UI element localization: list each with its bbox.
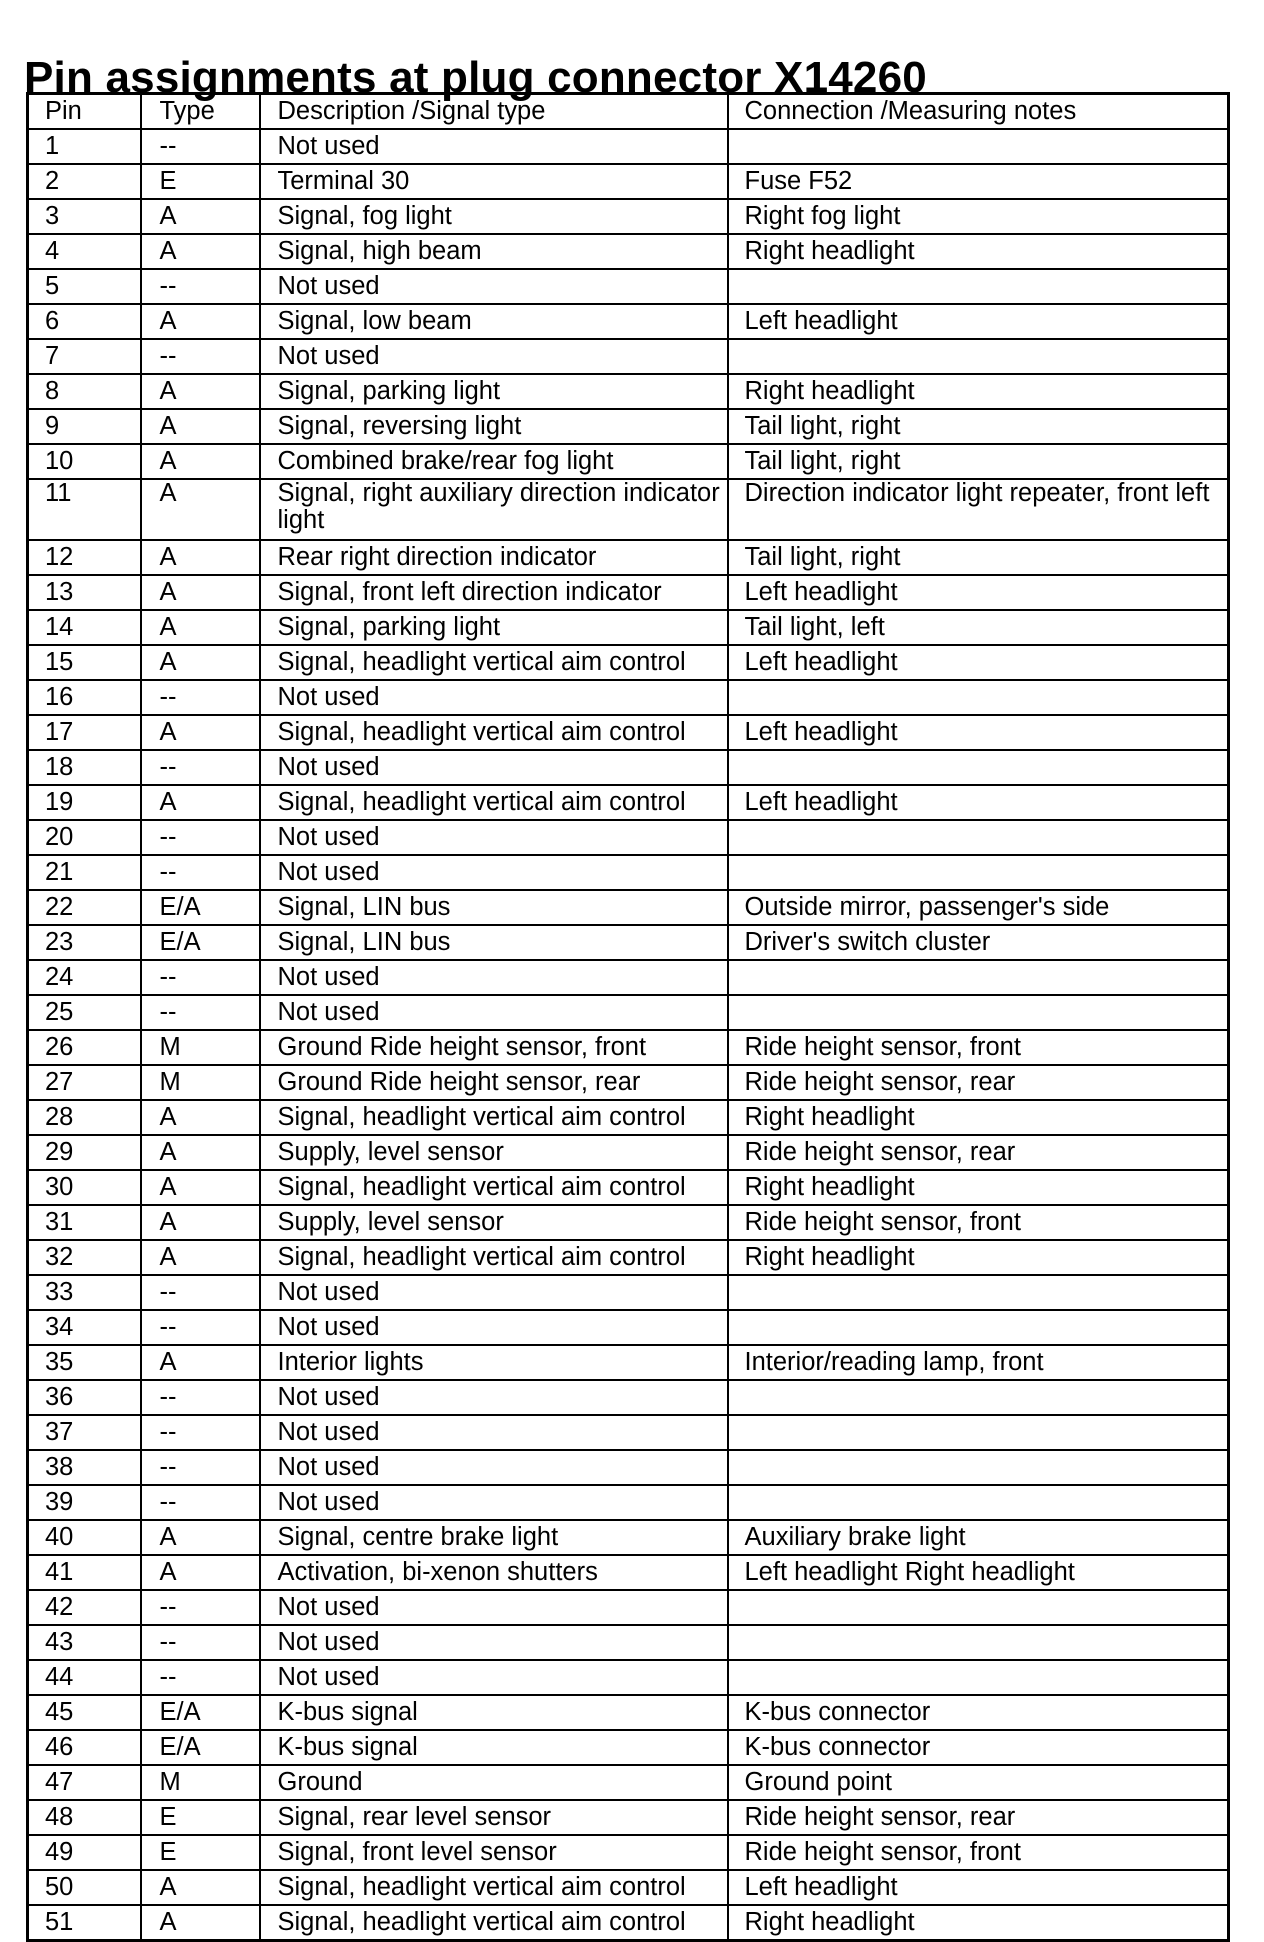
type-cell: A (141, 409, 260, 444)
connection-cell: Fuse F52 (728, 164, 1229, 199)
type-cell: E/A (141, 1730, 260, 1765)
connection-cell (728, 129, 1229, 164)
connection-cell: K-bus connector (728, 1695, 1229, 1730)
description-cell: Not used (260, 1590, 728, 1625)
table-row (28, 820, 1229, 855)
table-row (28, 1800, 1229, 1835)
pin-cell: 3 (28, 199, 141, 234)
description-cell: Interior lights (260, 1345, 728, 1380)
pin-cell: 30 (28, 1170, 141, 1205)
pin-cell: 11 (28, 479, 141, 540)
connection-cell (728, 339, 1229, 374)
table-row (28, 129, 1229, 164)
connection-cell (728, 750, 1229, 785)
table-row (28, 715, 1229, 750)
pin-cell: 49 (28, 1835, 141, 1870)
table-row (28, 1905, 1229, 1941)
type-cell: A (141, 374, 260, 409)
pin-cell: 8 (28, 374, 141, 409)
connection-cell: Tail light, right (728, 540, 1229, 575)
connection-cell (728, 960, 1229, 995)
pin-cell: 16 (28, 680, 141, 715)
pin-cell: 15 (28, 645, 141, 680)
description-cell: Signal, front left direction indicator (260, 575, 728, 610)
description-cell: Not used (260, 1415, 728, 1450)
table-row (28, 1030, 1229, 1065)
pin-cell: 12 (28, 540, 141, 575)
pin-cell: 14 (28, 610, 141, 645)
pin-cell: 18 (28, 750, 141, 785)
pin-cell: 42 (28, 1590, 141, 1625)
type-cell: -- (141, 960, 260, 995)
table-row (28, 680, 1229, 715)
table-row (28, 409, 1229, 444)
type-cell: A (141, 1520, 260, 1555)
description-cell: Not used (260, 820, 728, 855)
connection-cell: Tail light, left (728, 610, 1229, 645)
type-cell: -- (141, 1590, 260, 1625)
type-cell: E (141, 1835, 260, 1870)
type-cell: -- (141, 1275, 260, 1310)
type-cell: A (141, 1100, 260, 1135)
connection-cell: Direction indicator light repeater, front left (728, 479, 1229, 540)
type-cell: -- (141, 1485, 260, 1520)
connection-cell: Right headlight (728, 1100, 1229, 1135)
description-cell: Not used (260, 339, 728, 374)
description-cell: Not used (260, 129, 728, 164)
table-row (28, 610, 1229, 645)
connection-cell (728, 1590, 1229, 1625)
table-row (28, 750, 1229, 785)
table-row (28, 540, 1229, 575)
connection-cell: Left headlight (728, 715, 1229, 750)
table-row (28, 1660, 1229, 1695)
table-row (28, 444, 1229, 479)
table-row (28, 374, 1229, 409)
table-row (28, 855, 1229, 890)
table-row (28, 1870, 1229, 1905)
type-cell: -- (141, 1310, 260, 1345)
pin-assignment-table (26, 92, 1230, 1942)
description-cell: Signal, headlight vertical aim control (260, 1905, 728, 1941)
connection-cell: Outside mirror, passenger's side (728, 890, 1229, 925)
pin-cell: 21 (28, 855, 141, 890)
type-cell: A (141, 199, 260, 234)
description-cell: Not used (260, 1450, 728, 1485)
pin-cell: 19 (28, 785, 141, 820)
description-cell: Not used (260, 1380, 728, 1415)
connection-cell (728, 680, 1229, 715)
table-row (28, 1275, 1229, 1310)
column-header-description: Description /Signal type (260, 94, 728, 130)
table-row (28, 925, 1229, 960)
connection-cell: K-bus connector (728, 1730, 1229, 1765)
table-row (28, 645, 1229, 680)
type-cell: A (141, 1170, 260, 1205)
description-cell: Not used (260, 855, 728, 890)
pin-cell: 40 (28, 1520, 141, 1555)
description-cell: Signal, high beam (260, 234, 728, 269)
connection-cell (728, 820, 1229, 855)
type-cell: -- (141, 750, 260, 785)
pin-cell: 44 (28, 1660, 141, 1695)
connection-cell: Left headlight Right headlight (728, 1555, 1229, 1590)
table-row (28, 890, 1229, 925)
type-cell: A (141, 610, 260, 645)
connection-cell: Ride height sensor, front (728, 1030, 1229, 1065)
table-row (28, 785, 1229, 820)
description-cell: Supply, level sensor (260, 1205, 728, 1240)
connection-cell (728, 995, 1229, 1030)
pin-cell: 20 (28, 820, 141, 855)
table-row (28, 1835, 1229, 1870)
connection-cell: Right fog light (728, 199, 1229, 234)
table-row (28, 304, 1229, 339)
type-cell: -- (141, 820, 260, 855)
pin-cell: 35 (28, 1345, 141, 1380)
table-row (28, 234, 1229, 269)
table-row (28, 479, 1229, 540)
description-cell: Signal, fog light (260, 199, 728, 234)
connection-cell: Left headlight (728, 575, 1229, 610)
type-cell: -- (141, 1625, 260, 1660)
description-cell: Not used (260, 960, 728, 995)
type-cell: A (141, 1555, 260, 1590)
description-cell: Signal, headlight vertical aim control (260, 645, 728, 680)
description-cell: Terminal 30 (260, 164, 728, 199)
description-cell: Ground Ride height sensor, front (260, 1030, 728, 1065)
description-cell: Ground (260, 1765, 728, 1800)
description-cell: Signal, LIN bus (260, 925, 728, 960)
type-cell: -- (141, 1380, 260, 1415)
type-cell: A (141, 1870, 260, 1905)
pin-cell: 32 (28, 1240, 141, 1275)
type-cell: -- (141, 129, 260, 164)
type-cell: E (141, 164, 260, 199)
table-row (28, 1555, 1229, 1590)
pin-cell: 2 (28, 164, 141, 199)
pin-cell: 39 (28, 1485, 141, 1520)
table-row (28, 1765, 1229, 1800)
description-cell: Signal, centre brake light (260, 1520, 728, 1555)
pin-cell: 43 (28, 1625, 141, 1660)
column-header-pin: Pin (28, 94, 141, 130)
connection-cell (728, 1415, 1229, 1450)
pin-cell: 4 (28, 234, 141, 269)
pin-cell: 17 (28, 715, 141, 750)
connection-cell (728, 1485, 1229, 1520)
type-cell: A (141, 1205, 260, 1240)
type-cell: A (141, 575, 260, 610)
connection-cell (728, 1625, 1229, 1660)
type-cell: E (141, 1800, 260, 1835)
column-header-connection: Connection /Measuring notes (728, 94, 1229, 130)
type-cell: M (141, 1030, 260, 1065)
table-row (28, 575, 1229, 610)
table-row (28, 1205, 1229, 1240)
pin-cell: 37 (28, 1415, 141, 1450)
table-row (28, 1450, 1229, 1485)
connection-cell (728, 1660, 1229, 1695)
type-cell: A (141, 645, 260, 680)
type-cell: -- (141, 1660, 260, 1695)
type-cell: -- (141, 269, 260, 304)
type-cell: A (141, 1240, 260, 1275)
connection-cell: Ride height sensor, rear (728, 1065, 1229, 1100)
pin-cell: 13 (28, 575, 141, 610)
pin-cell: 51 (28, 1905, 141, 1941)
description-cell: Activation, bi-xenon shutters (260, 1555, 728, 1590)
table-row (28, 1695, 1229, 1730)
connection-cell: Tail light, right (728, 409, 1229, 444)
type-cell: -- (141, 1450, 260, 1485)
table-row (28, 995, 1229, 1030)
connection-cell: Ride height sensor, rear (728, 1800, 1229, 1835)
pin-cell: 10 (28, 444, 141, 479)
connection-cell: Auxiliary brake light (728, 1520, 1229, 1555)
table-row (28, 1625, 1229, 1660)
type-cell: -- (141, 680, 260, 715)
type-cell: A (141, 1135, 260, 1170)
description-cell: Supply, level sensor (260, 1135, 728, 1170)
type-cell: -- (141, 1415, 260, 1450)
pin-cell: 26 (28, 1030, 141, 1065)
connection-cell: Left headlight (728, 645, 1229, 680)
type-cell: A (141, 540, 260, 575)
type-cell: A (141, 715, 260, 750)
connection-cell: Ride height sensor, rear (728, 1135, 1229, 1170)
type-cell: -- (141, 339, 260, 374)
pin-cell: 48 (28, 1800, 141, 1835)
table-row (28, 1100, 1229, 1135)
description-cell: Not used (260, 1485, 728, 1520)
description-cell: Signal, parking light (260, 610, 728, 645)
pin-cell: 25 (28, 995, 141, 1030)
description-cell: Signal, low beam (260, 304, 728, 339)
connection-cell (728, 855, 1229, 890)
description-cell: Signal, LIN bus (260, 890, 728, 925)
table-row (28, 1415, 1229, 1450)
connection-cell (728, 1275, 1229, 1310)
table-header-row (28, 94, 1229, 130)
description-cell: Signal, headlight vertical aim control (260, 1870, 728, 1905)
connection-cell: Tail light, right (728, 444, 1229, 479)
type-cell: M (141, 1765, 260, 1800)
pin-cell: 31 (28, 1205, 141, 1240)
description-cell: Signal, headlight vertical aim control (260, 1170, 728, 1205)
connection-cell (728, 1310, 1229, 1345)
description-cell: Rear right direction indicator (260, 540, 728, 575)
pin-cell: 36 (28, 1380, 141, 1415)
table-row (28, 269, 1229, 304)
description-cell: Signal, front level sensor (260, 1835, 728, 1870)
connection-cell: Driver's switch cluster (728, 925, 1229, 960)
connection-cell: Right headlight (728, 1905, 1229, 1941)
description-cell: Not used (260, 750, 728, 785)
type-cell: A (141, 479, 260, 540)
table-row (28, 1730, 1229, 1765)
description-cell: Signal, right auxiliary direction indicator light (260, 479, 728, 540)
pin-cell: 7 (28, 339, 141, 374)
description-cell: Not used (260, 1625, 728, 1660)
connection-cell: Right headlight (728, 1170, 1229, 1205)
type-cell: E/A (141, 925, 260, 960)
description-cell: K-bus signal (260, 1695, 728, 1730)
pin-cell: 29 (28, 1135, 141, 1170)
table-row (28, 1345, 1229, 1380)
pin-cell: 5 (28, 269, 141, 304)
type-cell: -- (141, 995, 260, 1030)
connection-cell (728, 1380, 1229, 1415)
pin-cell: 27 (28, 1065, 141, 1100)
connection-cell: Right headlight (728, 374, 1229, 409)
description-cell: Signal, headlight vertical aim control (260, 1240, 728, 1275)
pin-cell: 23 (28, 925, 141, 960)
pin-cell: 46 (28, 1730, 141, 1765)
connection-cell: Left headlight (728, 785, 1229, 820)
description-cell: Not used (260, 269, 728, 304)
description-cell: Not used (260, 680, 728, 715)
table-row (28, 1170, 1229, 1205)
pin-cell: 24 (28, 960, 141, 995)
table-row (28, 164, 1229, 199)
description-cell: Not used (260, 1310, 728, 1345)
type-cell: E/A (141, 1695, 260, 1730)
connection-cell: Right headlight (728, 234, 1229, 269)
description-cell: Signal, headlight vertical aim control (260, 785, 728, 820)
pin-cell: 1 (28, 129, 141, 164)
table-body (28, 129, 1229, 1941)
connection-cell (728, 1450, 1229, 1485)
table-row (28, 1485, 1229, 1520)
type-cell: M (141, 1065, 260, 1100)
description-cell: Not used (260, 1660, 728, 1695)
table-row (28, 339, 1229, 374)
type-cell: A (141, 234, 260, 269)
pin-cell: 47 (28, 1765, 141, 1800)
type-cell: A (141, 785, 260, 820)
description-cell: Signal, rear level sensor (260, 1800, 728, 1835)
description-cell: Not used (260, 1275, 728, 1310)
description-cell: Combined brake/rear fog light (260, 444, 728, 479)
description-cell: Signal, headlight vertical aim control (260, 1100, 728, 1135)
pin-cell: 38 (28, 1450, 141, 1485)
page-title: Pin assignments at plug connector X14260 (24, 53, 927, 103)
column-header-type: Type (141, 94, 260, 130)
type-cell: A (141, 1905, 260, 1941)
type-cell: A (141, 444, 260, 479)
type-cell: -- (141, 855, 260, 890)
table-row (28, 1240, 1229, 1275)
connection-cell: Left headlight (728, 1870, 1229, 1905)
table-row (28, 1380, 1229, 1415)
pin-cell: 33 (28, 1275, 141, 1310)
description-cell: Signal, parking light (260, 374, 728, 409)
description-cell: Not used (260, 995, 728, 1030)
table-row (28, 1135, 1229, 1170)
pin-cell: 9 (28, 409, 141, 444)
pin-cell: 50 (28, 1870, 141, 1905)
table-row (28, 1520, 1229, 1555)
connection-cell: Left headlight (728, 304, 1229, 339)
table-row (28, 1310, 1229, 1345)
description-cell: Ground Ride height sensor, rear (260, 1065, 728, 1100)
description-cell: K-bus signal (260, 1730, 728, 1765)
pin-cell: 22 (28, 890, 141, 925)
type-cell: A (141, 1345, 260, 1380)
connection-cell: Interior/reading lamp, front (728, 1345, 1229, 1380)
pin-cell: 28 (28, 1100, 141, 1135)
description-cell: Signal, reversing light (260, 409, 728, 444)
pin-cell: 6 (28, 304, 141, 339)
description-cell: Signal, headlight vertical aim control (260, 715, 728, 750)
pin-cell: 34 (28, 1310, 141, 1345)
table-row (28, 960, 1229, 995)
connection-cell (728, 269, 1229, 304)
table-row (28, 1590, 1229, 1625)
pin-cell: 45 (28, 1695, 141, 1730)
connection-cell: Ground point (728, 1765, 1229, 1800)
pin-cell: 41 (28, 1555, 141, 1590)
table-row (28, 199, 1229, 234)
connection-cell: Right headlight (728, 1240, 1229, 1275)
type-cell: E/A (141, 890, 260, 925)
table-row (28, 1065, 1229, 1100)
connection-cell: Ride height sensor, front (728, 1835, 1229, 1870)
type-cell: A (141, 304, 260, 339)
connection-cell: Ride height sensor, front (728, 1205, 1229, 1240)
